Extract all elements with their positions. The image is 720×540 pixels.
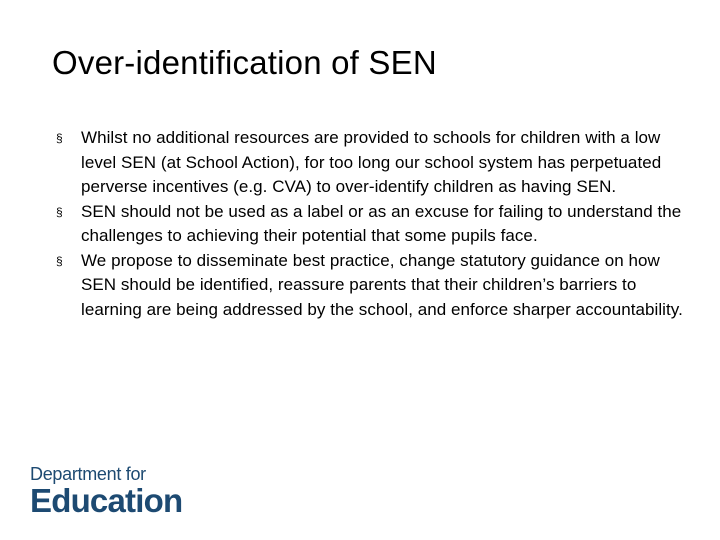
bullet-list <box>56 126 696 322</box>
dfe-logo <box>30 464 182 518</box>
bullet-text: Whilst no additional resources are provided to schools for children with a low level SEN (at School Action), for too long our school system has perpetuated perverse incentives (e.g. CVA) to over-identify children as having SEN. <box>81 128 662 196</box>
bullet-item <box>56 126 696 200</box>
bullet-item <box>56 200 696 249</box>
bullet-marker: § <box>56 204 63 219</box>
logo-line-department-for: Department for <box>30 464 146 484</box>
bullet-marker: § <box>56 131 63 145</box>
logo-line-education: Education <box>30 482 183 519</box>
bullet-marker: § <box>56 253 63 268</box>
bullet-text: We propose to disseminate best practice, change statutory guidance on how SEN should be identified, reassure parents that their children’s barriers to learning are being addressed by the school, and enforce sharper accountability. <box>81 250 683 319</box>
slide-title: Over-identification of SEN <box>52 44 437 81</box>
bullet-text: SEN should not be used as a label or as an excuse for failing to understand the challenges to achieving their potential that some pupils face. <box>81 201 682 245</box>
bullet-item <box>56 249 696 323</box>
